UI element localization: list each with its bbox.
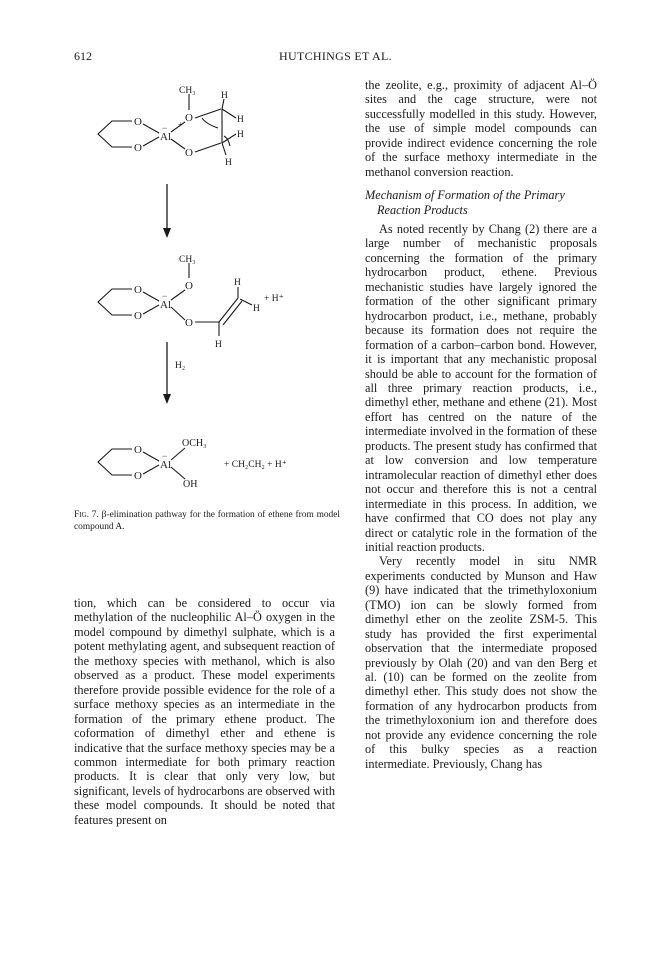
methyl-group: CH₃ — [179, 86, 196, 96]
bond — [143, 465, 159, 474]
oxygen-atom: O — [185, 147, 193, 159]
paragraph: tion, which can be considered to occur via methylation of the nucleophilic Al–Ö oxygen in the model compound by dimethyl sulphate, which is a potent methylating agent, and subsequent reaction of the methoxy species with methanol, which is also observed as a product. These model experiments therefore provide possible evidence for the role of a surface methoxy species as an intermediate in the formation of the primary ethene product. The coformation of dimethyl ether and ethene is indicative that the surface methoxy species may be a common intermediate for both primary reaction products. It is clear that only very low, but significant, levels of hydrocarbons are observed with these model compounds. It should be noted that features present on — [74, 596, 335, 827]
hydrogen-atom: H — [237, 115, 244, 125]
hydrogen-atom: H — [225, 158, 232, 168]
heading-line: Reaction Products — [377, 202, 468, 217]
hydrogen-atom: H — [253, 304, 260, 314]
structure-2 — [98, 255, 284, 350]
structure-1 — [98, 86, 244, 168]
ethene-proton-products: + CH₂CH₂ + H⁺ — [224, 460, 287, 470]
hydrogen-atom: H — [215, 340, 222, 350]
reaction-scheme-svg — [74, 80, 338, 510]
aluminium-atom: Al — [160, 459, 171, 471]
bond — [171, 290, 185, 300]
heading-line: Mechanism of Formation of the Primary — [365, 188, 565, 203]
hydroxyl-group: OH — [183, 479, 198, 490]
methyl-group: CH₃ — [179, 255, 196, 265]
oxygen-atom: O — [134, 470, 142, 482]
bond — [171, 139, 185, 149]
section-heading — [365, 188, 597, 217]
aluminium-atom: Al — [160, 131, 171, 143]
oxygen-atom: O — [134, 444, 142, 456]
positive-charge: + — [178, 120, 183, 129]
negative-charge: − — [162, 123, 168, 133]
bond — [195, 109, 221, 118]
ring-bonds-3 — [98, 449, 132, 475]
bond — [143, 124, 159, 133]
bond — [143, 137, 159, 146]
paragraph: Very recently model in situ NMR experiments conducted by Munson and Haw (9) have indicated that the trimethyloxonium (TMO) ion can be slowly formed from dimethyl ether on the zeolite ZSM-5. This study has provided the first experimental observation that the intermediate proposed previously by Olah (20) and van den Berg et al. (10) can be formed on the zeolite from dimethyl ether. This study does not show the formation of any hydrocarbon products from the trimethyloxonium ion and therefore does not provide any evidence concerning the role of this bulky species as a reaction intermediate. Previously, Chang has — [365, 554, 597, 771]
bond — [143, 452, 159, 461]
bond — [171, 307, 185, 320]
left-column — [74, 596, 335, 827]
oxygen-atom: O — [185, 280, 193, 292]
electron-arrow — [202, 118, 218, 128]
bond — [222, 109, 236, 118]
bond — [171, 448, 185, 460]
figure-caption — [74, 510, 340, 533]
bond — [195, 143, 221, 152]
reaction-scheme-figure — [74, 80, 338, 510]
arrow-head — [163, 394, 171, 404]
hydrogen-reagent: H₂ — [175, 361, 186, 371]
bond — [222, 143, 226, 155]
running-head: HUTCHINGS ET AL. — [279, 49, 392, 63]
ring-bonds-2 — [98, 289, 132, 315]
negative-charge: − — [162, 291, 168, 301]
oxygen-atom: O — [134, 310, 142, 322]
methoxy-group: OCH₃ — [182, 438, 207, 449]
bond — [171, 467, 185, 479]
right-column — [365, 78, 597, 771]
structure-3 — [98, 438, 287, 490]
proton-product: + H⁺ — [264, 294, 284, 304]
negative-charge: − — [162, 451, 168, 461]
hydrogen-atom: H — [234, 278, 241, 288]
arrow-head — [163, 228, 171, 238]
ring-bonds-1 — [98, 121, 132, 147]
oxygen-atom: O — [134, 116, 142, 128]
aluminium-atom: Al — [160, 299, 171, 311]
oxygen-atom: O — [134, 284, 142, 296]
figure-label: Fig. 7. — [74, 510, 99, 520]
oxygen-atom: O — [134, 142, 142, 154]
oxygen-atom: O — [185, 112, 193, 124]
caption-text: β-elimination pathway for the formation of ethene from model compound A. — [74, 510, 341, 532]
bond — [143, 305, 159, 314]
hydrogen-atom: H — [237, 130, 244, 140]
page-number: 612 — [74, 49, 92, 63]
hydrogen-atom: H — [221, 91, 228, 101]
bond — [143, 292, 159, 301]
paragraph: As noted recently by Chang (2) there are a large number of mechanistic proposals concerning the formation of the primary hydrocarbon product, ethene. Previous mechanistic studies have largely ignored the formation of the other significant primary hydrocarbon product, i.e., methane, probably because its formation does not require the formation of a carbon–carbon bond. However, it is important that any mechanistic proposal should be able to account for the formation of all three primary reaction products, i.e., dimethyl ether, methane and ethene (21). Most effort has centred on the nature of the intermediate involved in the formation of these products. The present study has confirmed that at low conversion and low temperature intramolecular reaction of dimethyl ether does not occur and therefore this is not a central intermediate in this process. In addition, we have confirmed that CO does not play any direct or catalytic role in the formation of the initial reaction products. — [365, 221, 597, 554]
paragraph: the zeolite, e.g., proximity of adjacent Al–Ö sites and the cage structure, were not successfully modelled in this study. However, the use of simple model compounds can provide indirect evidence concerning the role of the surface methoxy intermediate in the methanol conversion reaction. — [365, 78, 597, 179]
oxygen-atom: O — [185, 317, 193, 329]
